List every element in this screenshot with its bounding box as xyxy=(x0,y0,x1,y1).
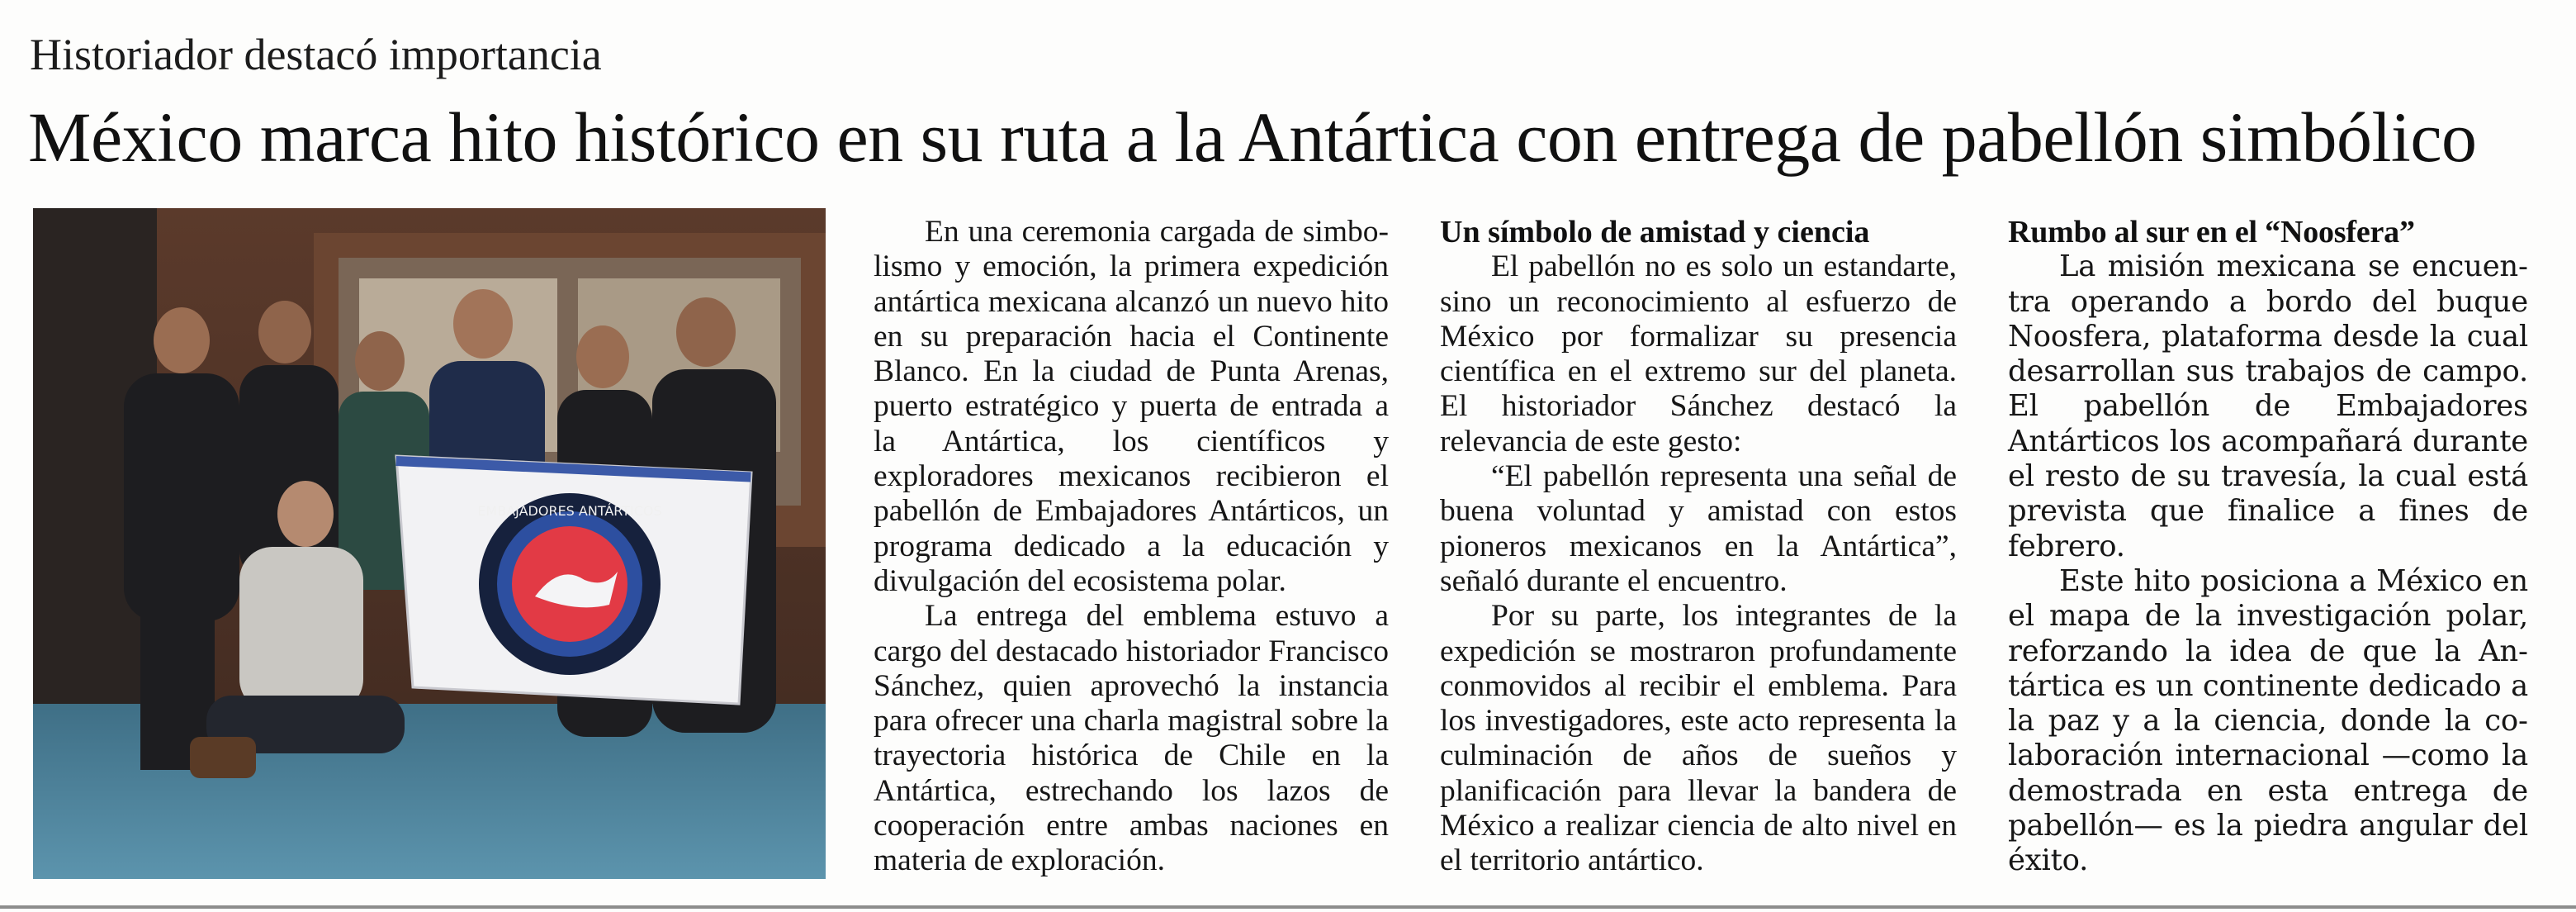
expedition-group-photo xyxy=(33,208,826,879)
paragraph: El pabellón no es solo un estandarte, sino un reconocimiento al esfuerzo de México por formalizar su presencia científica en el extremo sur del planeta. El historiador Sánchez destacó la relevancia de este gesto: xyxy=(1440,249,1957,458)
article-column-3 xyxy=(2008,215,2528,879)
paragraph: Este hito posiciona a México en el mapa de la investigación polar, reforzando la idea de que la Antártica es un continente dedicado a la paz y a la ciencia, donde la colaboración internacional —como la demostrada en esta entrega de pabellón— es la piedra angular del éxito. xyxy=(2008,563,2528,878)
paragraph: En una ceremonia cargada de simbolismo y emoción, la primera expedición antártica mexicana alcanzó un nuevo hito en su preparación hacia el Continente Blanco. En la ciudad de Punta Arenas, puerto estratégico y puerta de entrada a la Antártica, los científicos y exploradores mexicanos recibieron el pabellón de Embajadores Antárticos, un programa dedicado a la educación y divulgación del ecosistema polar. xyxy=(874,215,1389,598)
paragraph: “El pabellón representa una señal de buena voluntad y amistad con estos pioneros mexicanos en la Antártica”, señaló durante el encuentro. xyxy=(1440,459,1957,598)
article-column-1 xyxy=(874,215,1389,879)
paragraph: La entrega del emblema estuvo a cargo del destacado historiador Francisco Sánchez, quien aprovechó la instancia para ofrecer una charla magistral sobre la trayectoria histórica de Chile en la Antártica, estrechando los lazos de cooperación entre ambas naciones en materia de exploración. xyxy=(874,599,1389,878)
subheading: Un símbolo de amistad y ciencia xyxy=(1440,215,1870,249)
paragraph: Por su parte, los integrantes de la expedición se mostraron profundamente conmovidos al recibir el emblema. Para los investigadores, este acto representa la culminación de años de sueños y planificación para llevar la bandera de México a realizar ciencia de alto nivel en el territorio antártico. xyxy=(1440,599,1957,878)
subheading: Rumbo al sur en el “Noosfera” xyxy=(2008,215,2415,249)
bottom-rule xyxy=(0,905,2576,909)
paragraph: La misión mexicana se encuentra operando a bordo del buque Noosfera, plataforma desde la cual desarrollan sus trabajos de campo. El pabellón de Embajadores Antárticos los acompañará durante el resto de su travesía, la cual está prevista que finalice a fines de febrero. xyxy=(2008,249,2528,563)
flag-text: EMBAJADORES ANTÁRTICOS xyxy=(477,503,662,519)
kicker: Historiador destacó importancia xyxy=(30,30,602,79)
headline: México marca hito histórico en su ruta a la Antártica con entrega de pabellón simbólico xyxy=(28,97,2477,177)
article-column-2 xyxy=(1440,215,1957,879)
